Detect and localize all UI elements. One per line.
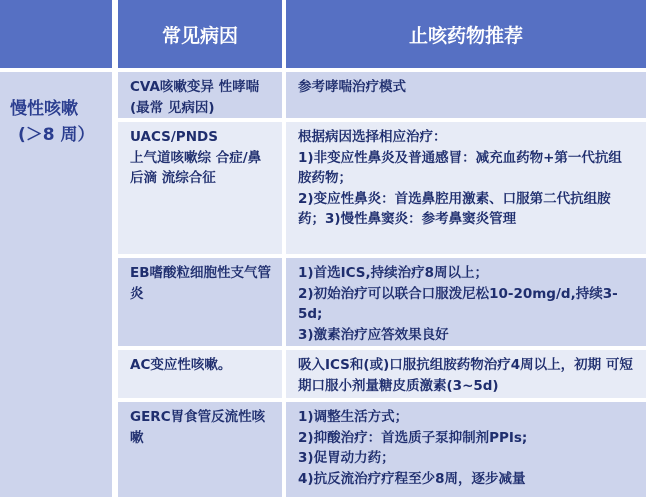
category-period: (＞8 周） — [18, 125, 95, 145]
cause-cell: AC变应性咳嗽。 — [118, 350, 282, 398]
treatment-cell: 1)调整生活方式； 2)抑酸治疗：首选质子泵抑制剂PPIs; 3)促胃动力药； 4)抗反流治疗疗程至少8周，逐步减量 — [286, 402, 646, 497]
cause-cell: EB嗜酸粒细胞性支气管炎 — [118, 258, 282, 346]
header-cause: 常见病因 — [118, 0, 282, 68]
treatment-cell: 参考哮喘治疗模式 — [286, 72, 646, 118]
cause-cell: GERC胃食管反流性咳嗽 — [118, 402, 282, 497]
cause-cell: CVA咳嗽变异 性哮喘(最常 见病因) — [118, 72, 282, 118]
treatment-cell: 吸入ICS和(或)口服抗组胺药物治疗4周以上，初期 可短期口服小剂量糖皮质激素(3~5d) — [286, 350, 646, 398]
treatment-cell: 根据病因选择相应治疗： 1)非变应性鼻炎及普通感冒：减充血药物+第一代抗组 胺药物； 2)变应性鼻炎：首选鼻腔用激素、口服第二代抗组胺 药；3)慢性鼻窦炎：参考鼻窦炎管理 — [286, 122, 646, 254]
category-cell — [0, 72, 112, 497]
header-corner — [0, 0, 112, 68]
treatment-cell: 1)首选ICS,持续治疗8周以上； 2)初始治疗可以联合口服泼尼松10-20mg/d,持续3- 5d; 3)激素治疗应答效果良好 — [286, 258, 646, 346]
cause-cell: UACS/PNDS 上气道咳嗽综 合症/鼻后滴 流综合征 — [118, 122, 282, 254]
header-treatment: 止咳药物推荐 — [286, 0, 646, 68]
category-title: 慢性咳嗽 — [10, 99, 78, 119]
